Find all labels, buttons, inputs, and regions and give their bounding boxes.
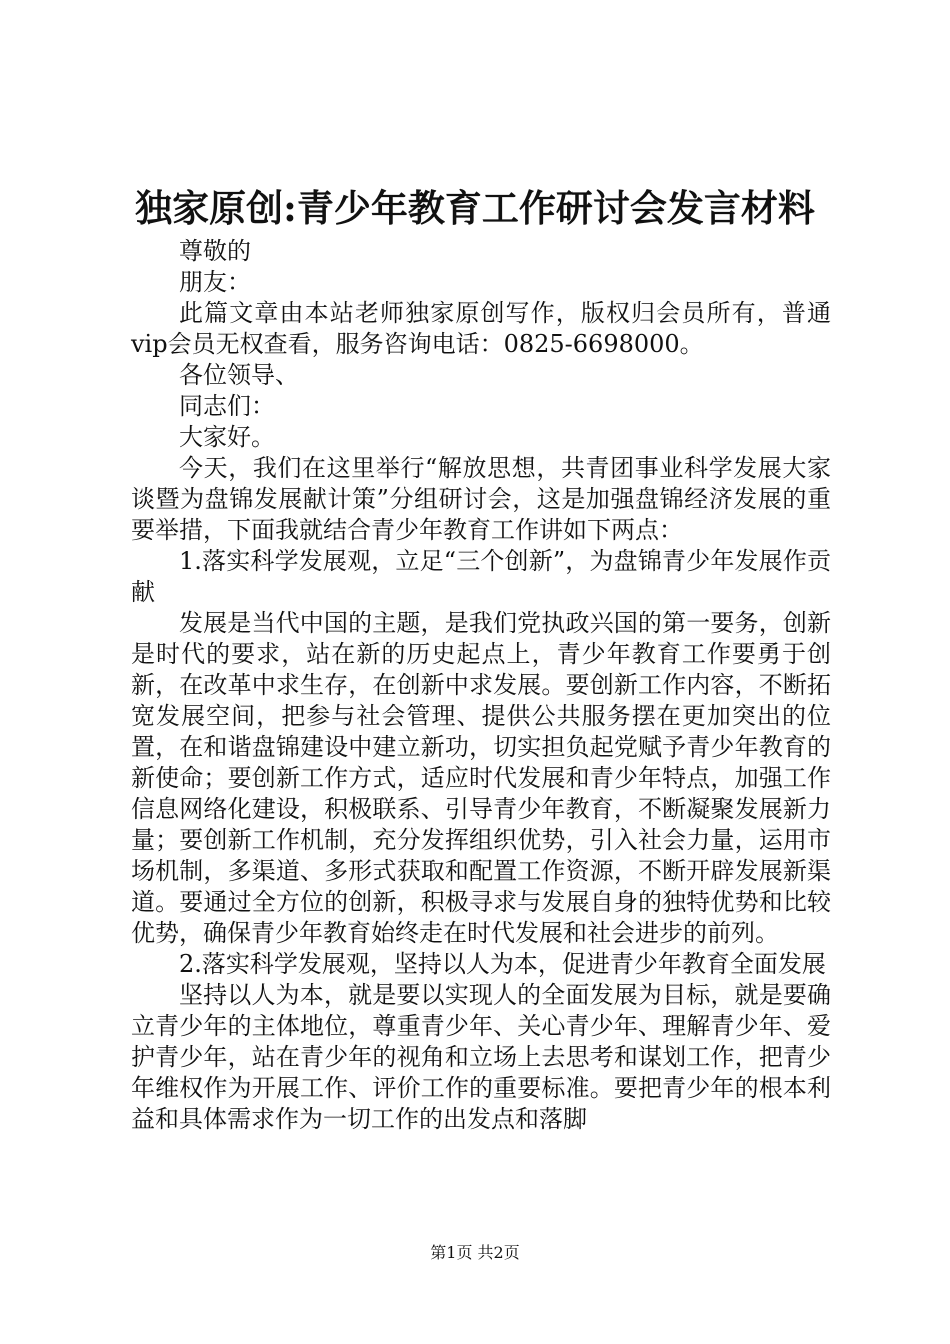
document-body xyxy=(131,236,831,1135)
paragraph-salutation-2: 朋友： xyxy=(179,268,251,296)
document-title: 独家原创:青少年教育工作研讨会发言材料 xyxy=(135,186,815,230)
page-number-footer: 第1页 共2页 xyxy=(430,1243,520,1262)
section-heading-1: 1.落实科学发展观，立足“三个创新”，为盘锦青少年发展作贡献 xyxy=(131,547,831,606)
paragraph-section-1-body: 发展是当代中国的主题，是我们党执政兴国的第一要务，创新是时代的要求，站在新的历史起点上，青少年教育工作要勇于创新，在改革中求生存，在创新中求发展。要创新工作内容，不断拓宽发展空间，把参与社会管理、提供公共服务摆在更加突出的位置，在和谐盘锦建设中建立新功，切实担负起党赋予青少年教育的新使命；要创新工作方式，适应时代发展和青少年特点，加强工作信息网络化建设，积极联系、引导青少年教育，不断凝聚发展新力量；要创新工作机制，充分发挥组织优势，引入社会力量，运用市场机制，多渠道、多形式获取和配置工作资源，不断开辟发展新渠道。要通过全方位的创新，积极寻求与发展自身的独特优势和比较优势，确保青少年教育始终走在时代发展和社会进步的前列。 xyxy=(131,609,831,947)
paragraph-section-2-body: 坚持以人为本，就是要以实现人的全面发展为目标，就是要确立青少年的主体地位，尊重青少年、关心青少年、理解青少年、爱护青少年，站在青少年的视角和立场上去思考和谋划工作，把青少年维权作为开展工作、评价工作的重要标准。要把青少年的根本利益和具体需求作为一切工作的出发点和落脚 xyxy=(131,981,831,1133)
paragraph-salutation-1: 尊敬的 xyxy=(179,237,251,265)
section-heading-2: 2.落实科学发展观，坚持以人为本，促进青少年教育全面发展 xyxy=(179,950,826,978)
paragraph-greeting-leaders: 各位领导、 xyxy=(179,361,299,389)
paragraph-intro: 今天，我们在这里举行“解放思想，共青团事业科学发展大家谈暨为盘锦发展献计策”分组研讨会，这是加强盘锦经济发展的重要举措，下面我就结合青少年教育工作讲如下两点： xyxy=(131,454,831,544)
paragraph-hello: 大家好。 xyxy=(179,423,275,451)
paragraph-copyright-notice: 此篇文章由本站老师独家原创写作，版权归会员所有，普通vip会员无权查看，服务咨询电话：0825-6698000。 xyxy=(131,299,831,358)
paragraph-greeting-comrades: 同志们： xyxy=(179,392,275,420)
